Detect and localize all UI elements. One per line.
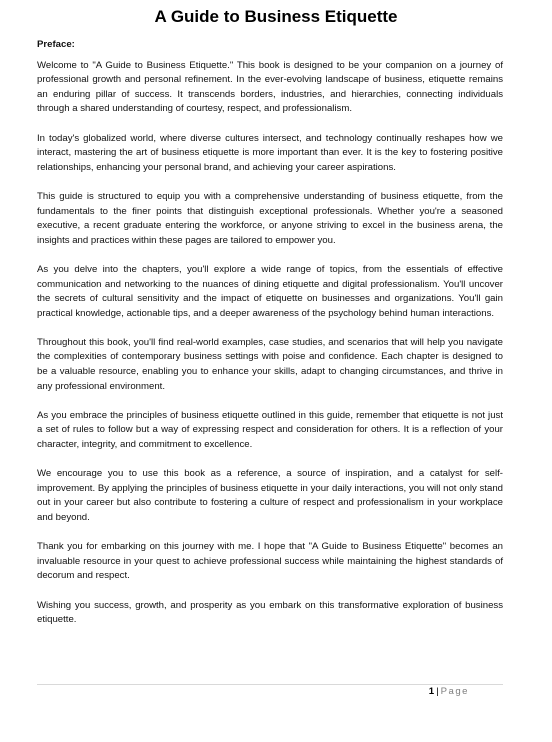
paragraph: Thank you for embarking on this journey with me. I hope that "A Guide to Business Etiquette" becomes an invaluable resource in your quest to achieve professional success while maintaining the highest standards of decorum and respect. [37, 541, 503, 582]
paragraph: In today's globalized world, where diverse cultures intersect, and technology continually reshapes how we interact, mastering the art of business etiquette is more important than ever. It is the key to fostering positive relationships, enhancing your personal brand, and achieving your career aspirations. [37, 132, 503, 173]
document-title: A Guide to Business Etiquette [154, 7, 398, 26]
paragraph: As you embrace the principles of business etiquette outlined in this guide, remember that etiquette is not just a set of rules to follow but a way of expressing respect and consideration for others. It is a reflection of your character, integrity, and commitment to excellence. [37, 409, 503, 451]
preface-heading: Preface: [37, 39, 75, 50]
page-number: 1 [428, 686, 435, 697]
paragraph: We encourage you to use this book as a reference, a source of inspiration, and a catalyst for self-improvement. By applying the principles of business etiquette in your daily interactions, you will not only stand out in your career but also contribute to fostering a culture of respect and professionalism in your workplace and beyond. [37, 468, 503, 523]
page-label: Page [440, 686, 469, 697]
footer-divider [37, 684, 503, 685]
paragraph: As you delve into the chapters, you'll explore a wide range of topics, from the essentials of effective communication and networking to the nuances of dining etiquette and digital professionalism. You'll uncover the secrets of cultural sensitivity and the impact of etiquette on businesses and organizations. You'll gain practical knowledge, actionable tips, and a deeper awareness of the psychology behind human interactions. [37, 263, 503, 319]
paragraph: This guide is structured to equip you with a comprehensive understanding of business etiquette, from the fundamentals to the finer points that distinguish exceptional professionals. Whether you're a seasoned executive, a recent graduate entering the workforce, or anyone striving to excel in the business arena, the insights and practices within these pages are tailored to empower you. [37, 190, 503, 246]
page-separator: | [436, 686, 439, 697]
paragraph: Wishing you success, growth, and prosperity as you embark on this transformative exploration of business etiquette. [37, 599, 503, 626]
paragraph: Throughout this book, you'll find real-world examples, case studies, and scenarios that will help you navigate the complexities of contemporary business settings with poise and confidence. Each chapter is designed to be a valuable resource, enabling you to enhance your skills, adapt to changing circumstances, and thrive in any professional environment. [37, 336, 503, 392]
paragraph: Welcome to "A Guide to Business Etiquette." This book is designed to be your companion on a journey of professional growth and personal refinement. In the ever-evolving landscape of business, etiquette remains an enduring pillar of success. It transcends borders, industries, and hierarchies, connecting individuals through a shared understanding of courtesy, respect, and professionalism. [37, 59, 503, 115]
document-body [37, 38, 503, 642]
page-footer [429, 686, 469, 698]
